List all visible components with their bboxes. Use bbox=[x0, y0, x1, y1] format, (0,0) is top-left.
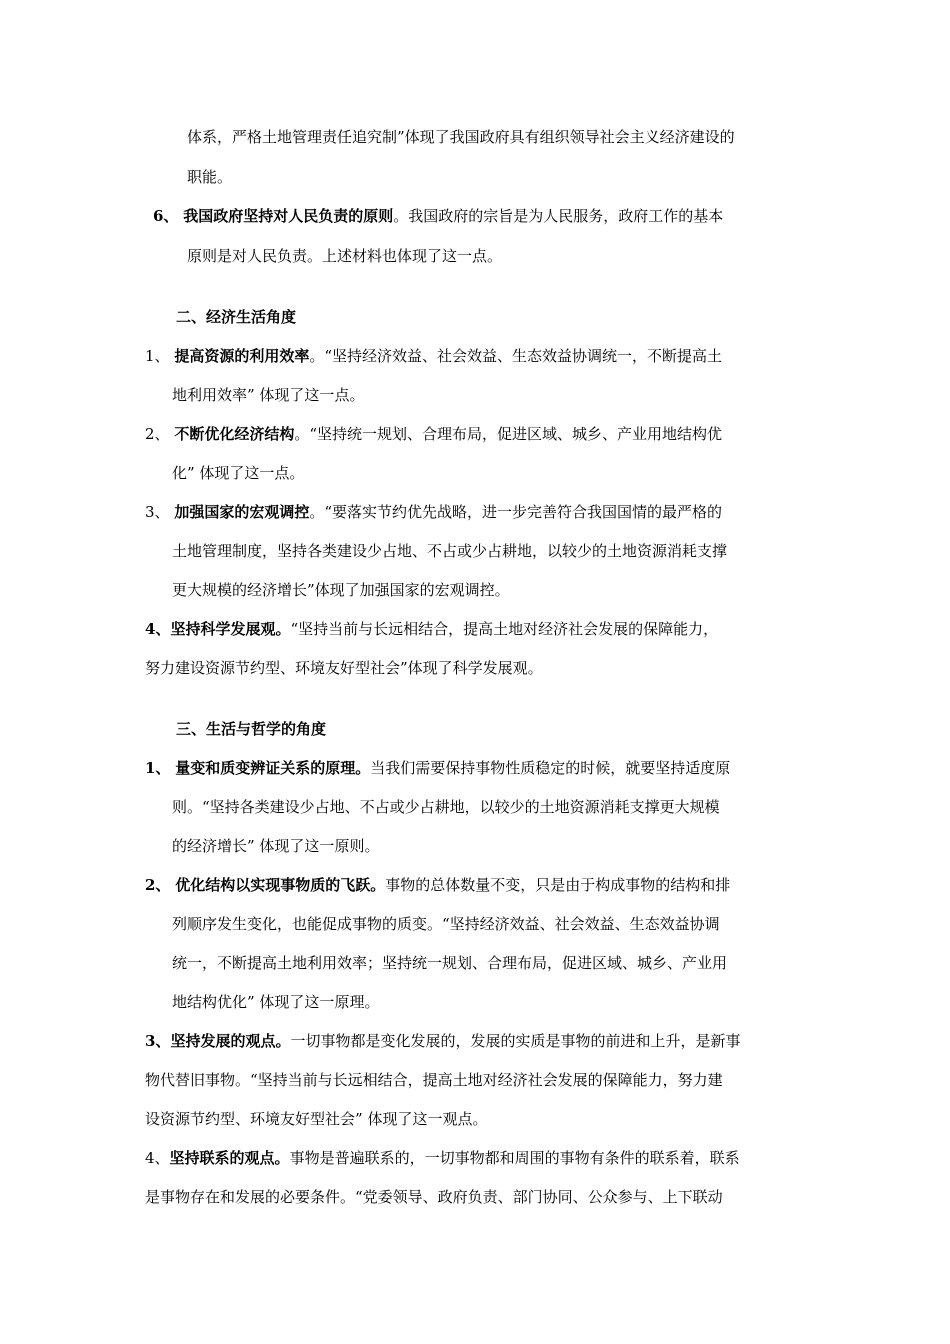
list-item bbox=[145, 502, 722, 522]
paragraph-line: 地结构优化” 体现了这一原理。 bbox=[172, 993, 380, 1011]
item-text: 事物的总体数量不变，只是由于构成事物的结构和排 bbox=[385, 876, 731, 894]
paragraph-line: 是事物存在和发展的必要条件。“党委领导、政府负责、部门协同、公众参与、上下联动 bbox=[145, 1188, 723, 1206]
item-text: 。“坚持经济效益、社会效益、生态效益协调统一，不断提高土 bbox=[309, 347, 723, 365]
list-item bbox=[145, 875, 730, 895]
item-number: 1、 bbox=[145, 759, 171, 777]
paragraph-line: 土地管理制度，坚持各类建设少占地、不占或少占耕地，以较少的土地资源消耗支撑 bbox=[172, 542, 728, 560]
list-item-6 bbox=[153, 206, 723, 226]
paragraph-line: 体系，严格土地管理责任追究制”体现了我国政府具有组织领导社会主义经济建设的 bbox=[187, 128, 735, 146]
item-number: 2、 bbox=[145, 425, 170, 443]
item-heading: 优化结构以实现事物质的飞跃。 bbox=[175, 876, 386, 894]
paragraph-line: 更大规模的经济增长”体现了加强国家的宏观调控。 bbox=[172, 581, 510, 599]
item-heading: 不断优化经济结构 bbox=[174, 425, 295, 443]
item-text: 。“要落实节约优先战略，进一步完善符合我国国情的最严格的 bbox=[309, 503, 723, 521]
item-heading: 我国政府坚持对人民负责的原则 bbox=[183, 207, 394, 225]
item-number: 1、 bbox=[145, 347, 170, 365]
paragraph-line: 地利用效率” 体现了这一点。 bbox=[172, 386, 365, 404]
item-text: 当我们需要保持事物性质稳定的时候，就要坚持适度原 bbox=[370, 759, 731, 777]
paragraph-line: 努力建设资源节约型、环境友好型社会”体现了科学发展观。 bbox=[145, 659, 543, 677]
paragraph-line: 则。“坚持各类建设少占地、不占或少占耕地，以较少的土地资源消耗支撑更大规模 bbox=[172, 798, 720, 816]
item-number: 4、 bbox=[145, 620, 171, 638]
item-text: 。“坚持统一规划、合理布局，促进区域、城乡、产业用地结构优 bbox=[294, 425, 723, 443]
item-number: 4、 bbox=[145, 1149, 170, 1167]
item-heading: 坚持联系的观点。 bbox=[169, 1149, 290, 1167]
item-heading: 坚持科学发展观。 bbox=[170, 620, 291, 638]
item-number: 3、 bbox=[145, 503, 170, 521]
paragraph-line: 物代替旧事物。“坚持当前与长远相结合，提高土地对经济社会发展的保障能力，努力建 bbox=[145, 1071, 723, 1089]
item-text: “坚持当前与长远相结合，提高土地对经济社会发展的保障能力， bbox=[290, 620, 719, 638]
list-item bbox=[145, 1148, 740, 1168]
list-item bbox=[145, 1031, 740, 1051]
item-heading: 量变和质变辨证关系的原理。 bbox=[175, 759, 371, 777]
item-text: 。我国政府的宗旨是为人民服务，政府工作的基本 bbox=[393, 207, 724, 225]
item-number: 3、 bbox=[145, 1032, 171, 1050]
paragraph-line: 列顺序发生变化，也能促成事物的质变。“坚持经济效益、社会效益、生态效益协调 bbox=[172, 915, 720, 933]
list-item bbox=[145, 619, 718, 639]
paragraph-line: 职能。 bbox=[187, 168, 233, 186]
list-item bbox=[145, 424, 722, 444]
paragraph-line: 化” 体现了这一点。 bbox=[172, 464, 305, 482]
item-text: 一切事物都是变化发展的，发展的实质是事物的前进和上升，是新事 bbox=[290, 1032, 741, 1050]
item-text: 事物是普遍联系的，一切事物都和周围的事物有条件的联系着，联系 bbox=[289, 1149, 740, 1167]
item-number: 6、 bbox=[153, 207, 179, 225]
list-item bbox=[145, 346, 722, 366]
item-heading: 加强国家的宏观调控 bbox=[174, 503, 310, 521]
paragraph-line: 原则是对人民负责。上述材料也体现了这一点。 bbox=[187, 247, 503, 265]
item-heading: 坚持发展的观点。 bbox=[170, 1032, 291, 1050]
paragraph-line: 统一，不断提高土地利用效率；坚持统一规划、合理布局，促进区域、城乡、产业用 bbox=[172, 954, 728, 972]
list-item bbox=[145, 758, 730, 778]
section-heading: 二、经济生活角度 bbox=[176, 308, 297, 326]
paragraph-line: 设资源节约型、环境友好型社会” 体现了这一观点。 bbox=[145, 1110, 488, 1128]
item-number: 2、 bbox=[145, 876, 171, 894]
section-heading: 三、生活与哲学的角度 bbox=[176, 720, 327, 738]
paragraph-line: 的经济增长” 体现了这一原则。 bbox=[172, 837, 380, 855]
item-heading: 提高资源的利用效率 bbox=[174, 347, 310, 365]
